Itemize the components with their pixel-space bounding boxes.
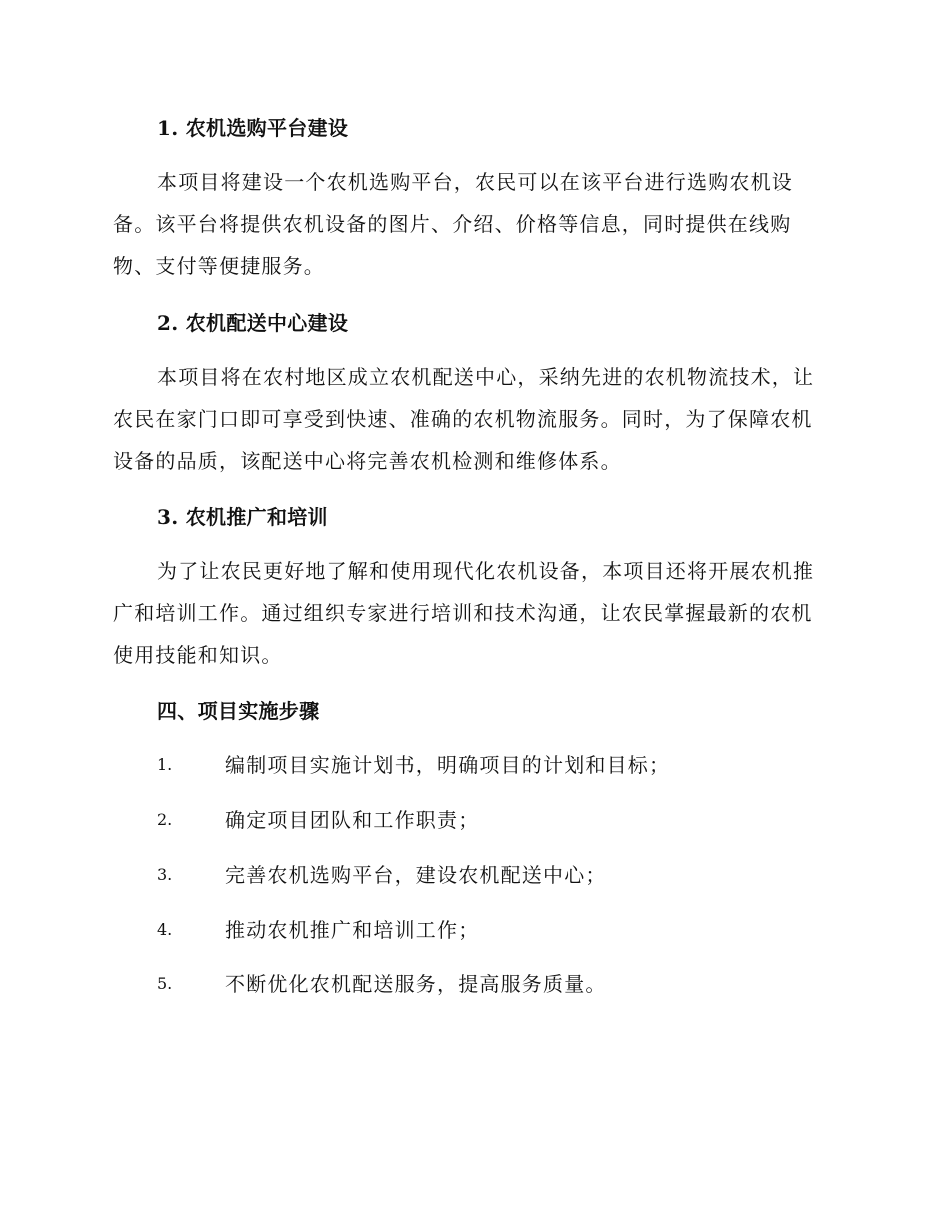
section-paragraph-training: 为了让农民更好地了解和使用现代化农机设备，本项目还将开展农机推广和培训工作。通过组织专家进行培训和技术沟通，让农民掌握最新的农机使用技能和知识。 [113, 559, 815, 667]
step-text: 编制项目实施计划书，明确项目的计划和目标； [225, 753, 671, 777]
section-paragraph-delivery: 本项目将在农村地区成立农机配送中心，采纳先进的农机物流技术，让农民在家门口即可享受到快速、准确的农机物流服务。同时，为了保障农机设备的品质，该配送中心将完善农机检测和维修体系。 [113, 365, 815, 473]
step-number: 2. [157, 810, 173, 829]
step-text: 确定项目团队和工作职责； [225, 808, 480, 832]
step-number: 4. [157, 920, 173, 939]
step-text: 不断优化农机配送服务，提高服务质量。 [225, 972, 607, 996]
step-number: 3. [157, 865, 173, 884]
section-heading-platform: 1. 农机选购平台建设 [157, 116, 349, 140]
step-text: 完善农机选购平台，建设农机配送中心； [225, 863, 607, 887]
step-number: 5. [157, 974, 173, 993]
section-paragraph-platform: 本项目将建设一个农机选购平台，农民可以在该平台进行选购农机设备。该平台将提供农机设备的图片、介绍、价格等信息，同时提供在线购物、支付等便捷服务。 [113, 170, 793, 278]
step-number: 1. [157, 755, 173, 774]
section-heading-delivery: 2. 农机配送中心建设 [157, 311, 349, 335]
steps-heading: 四、项目实施步骤 [157, 699, 320, 723]
section-heading-training: 3. 农机推广和培训 [157, 505, 328, 529]
step-text: 推动农机推广和培训工作； [225, 918, 480, 942]
